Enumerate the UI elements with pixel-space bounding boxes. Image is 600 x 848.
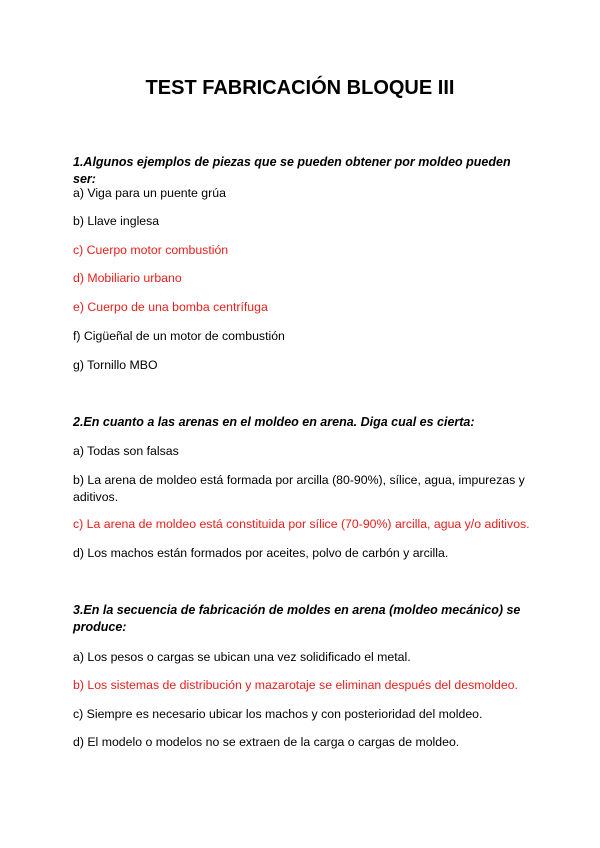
question-3-option-d: d) El modelo o modelos no se extraen de la carga o cargas de moldeo. <box>73 735 460 749</box>
page-title: TEST FABRICACIÓN BLOQUE III <box>145 77 455 99</box>
question-3-option-b: b) Los sistemas de distribución y mazarotaje se eliminan después del desmoldeo. <box>73 678 518 692</box>
question-1-option-c: c) Cuerpo motor combustión <box>73 243 229 257</box>
question-2-option-b: b) La arena de moldeo está formada por arcilla (80-90%), sílice, agua, impurezas y aditivos. <box>73 473 525 504</box>
question-3-option-c: c) Siempre es necesario ubicar los machos y con posterioridad del moldeo. <box>73 707 483 721</box>
question-3-text: 3.En la secuencia de fabricación de moldes en arena (moldeo mecánico) se produce: <box>73 603 521 634</box>
question-2-text: 2.En cuanto a las arenas en el moldeo en arena. Diga cual es cierta: <box>73 415 475 429</box>
question-1-option-b: b) Llave inglesa <box>73 214 160 228</box>
question-1-option-d: d) Mobiliario urbano <box>73 271 182 285</box>
question-1-option-a: a) Viga para un puente grúa <box>73 186 226 200</box>
question-1-option-e: e) Cuerpo de una bomba centrífuga <box>73 300 268 314</box>
question-2-option-a: a) Todas son falsas <box>73 444 179 458</box>
question-2-option-c: c) La arena de moldeo está constituida por sílice (70-90%) arcilla, agua y/o aditivos. <box>73 517 530 531</box>
question-1-text: 1.Algunos ejemplos de piezas que se pueden obtener por moldeo pueden ser: <box>73 155 511 186</box>
question-2-option-d: d) Los machos están formados por aceites, polvo de carbón y arcilla. <box>73 546 449 560</box>
question-1-option-f: f) Cigüeñal de un motor de combustión <box>73 329 285 343</box>
question-3-option-a: a) Los pesos o cargas se ubican una vez solidificado el metal. <box>73 650 411 664</box>
question-1-option-g: g) Tornillo MBO <box>73 358 158 372</box>
